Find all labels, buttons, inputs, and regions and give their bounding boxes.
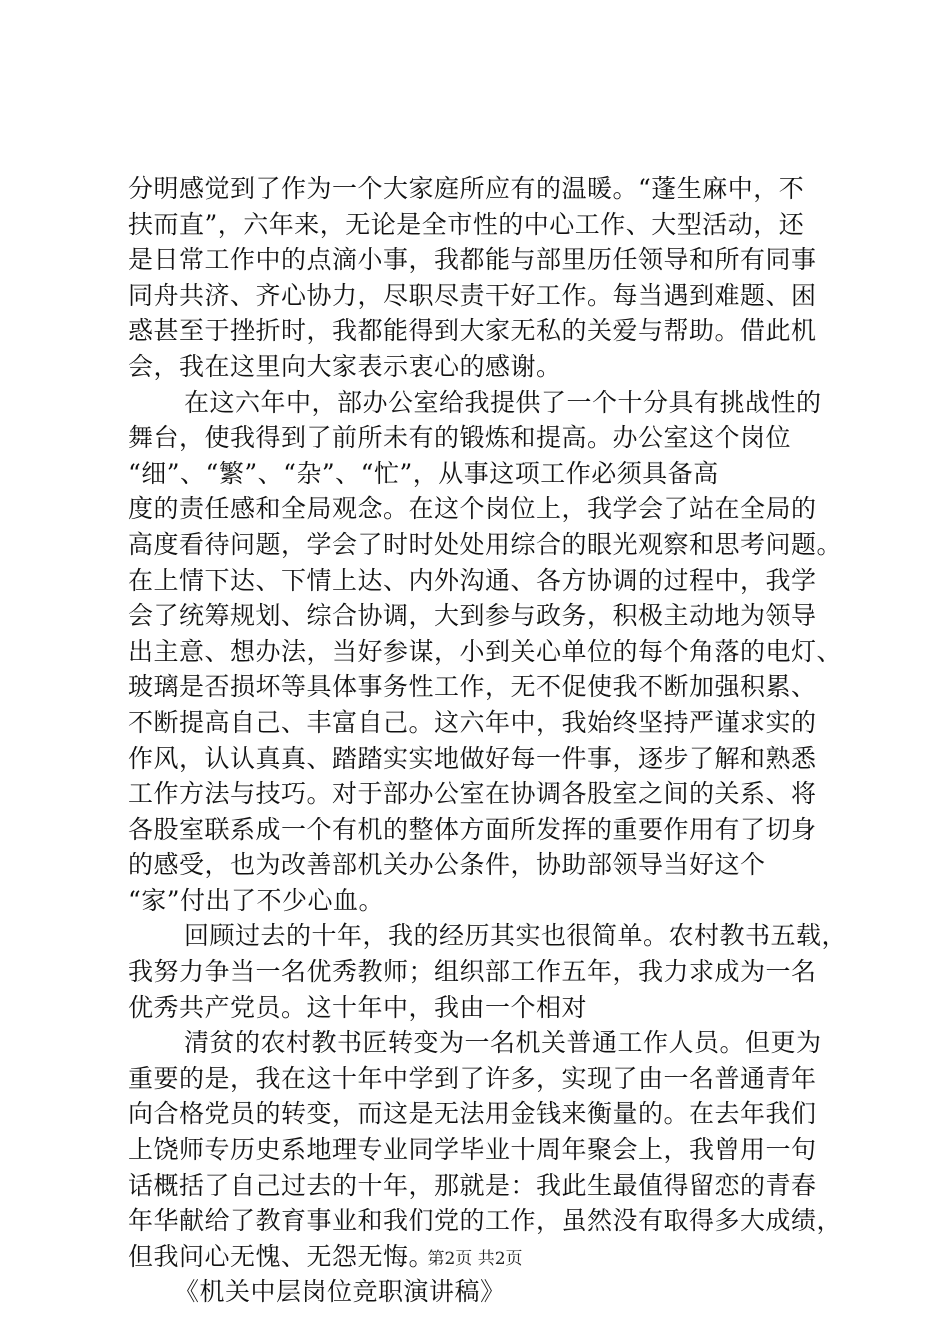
text-line: 同舟共济、齐心协力，尽职尽责干好工作。每当遇到难题、困 bbox=[128, 280, 817, 310]
text-line: 我努力争当一名优秀教师；组织部工作五年，我力求成为一名 bbox=[128, 957, 817, 987]
text-line: 优秀共产党员。这十年中，我由一个相对 bbox=[128, 992, 588, 1022]
document-title-reference: 《机关中层岗位竞职演讲稿》 bbox=[174, 1277, 506, 1307]
text-line: 清贫的农村教书匠转变为一名机关普通工作人员。但更为 bbox=[184, 1028, 822, 1058]
text-line: “细”、“繁”、“杂”、“忙”，从事这项工作必须具备高 bbox=[128, 458, 719, 488]
page-number-footer: 第2页 共2页 bbox=[427, 1249, 523, 1269]
text-line: 回顾过去的十年，我的经历其实也很简单。农村教书五载， bbox=[184, 921, 848, 951]
text-line: 在这六年中，部办公室给我提供了一个十分具有挑战性的 bbox=[184, 387, 822, 417]
text-line: 但我问心无愧、无怨无悔。 bbox=[128, 1241, 435, 1271]
text-line: 的感受，也为改善部机关办公条件，协助部领导当好这个 bbox=[128, 850, 766, 880]
text-line: “家”付出了不少心血。 bbox=[128, 885, 385, 915]
text-line: 话概括了自己过去的十年，那就是：我此生最值得留恋的青春 bbox=[128, 1170, 817, 1200]
document-body bbox=[128, 171, 848, 1310]
text-line: 向合格党员的转变，而这是无法用金钱来衡量的。在去年我们 bbox=[128, 1099, 817, 1129]
text-line: 年华献给了教育事业和我们党的工作，虽然没有取得多大成绩， bbox=[128, 1206, 843, 1236]
text-line: 各股室联系成一个有机的整体方面所发挥的重要作用有了切身 bbox=[128, 814, 817, 844]
text-line: 作风，认认真真、踏踏实实地做好每一件事，逐步了解和熟悉 bbox=[128, 743, 817, 773]
text-line: 度的责任感和全局观念。在这个岗位上，我学会了站在全局的 bbox=[128, 494, 817, 524]
text-line: 高度看待问题，学会了时时处处用综合的眼光观察和思考问题。 bbox=[128, 529, 843, 559]
text-line: 是日常工作中的点滴小事，我都能与部里历任领导和所有同事 bbox=[128, 245, 817, 275]
text-line: 不断提高自己、丰富自己。这六年中，我始终坚持严谨求实的 bbox=[128, 707, 817, 737]
text-line: 会了统筹规划、综合协调，大到参与政务，积极主动地为领导 bbox=[128, 601, 817, 631]
text-line: 工作方法与技巧。对于部办公室在协调各股室之间的关系、将 bbox=[128, 779, 817, 809]
text-line: 重要的是，我在这十年中学到了许多，实现了由一名普通青年 bbox=[128, 1063, 817, 1093]
text-line: 分明感觉到了作为一个大家庭所应有的温暖。“蓬生麻中，不 bbox=[128, 174, 805, 203]
text-line: 在上情下达、下情上达、内外沟通、各方协调的过程中，我学 bbox=[128, 565, 817, 595]
text-line: 出主意、想办法，当好参谋，小到关心单位的每个角落的电灯、 bbox=[128, 636, 843, 666]
text-line: 舞台，使我得到了前所未有的锻炼和提高。办公室这个岗位 bbox=[128, 423, 792, 453]
text-line: 扶而直”，六年来，无论是全市性的中心工作、大型活动，还 bbox=[128, 209, 805, 239]
text-line: 玻璃是否损坏等具体事务性工作，无不促使我不断加强积累、 bbox=[128, 672, 817, 702]
text-line: 上饶师专历史系地理专业同学毕业十周年聚会上，我曾用一句 bbox=[128, 1135, 817, 1165]
text-line: 惑甚至于挫折时，我都能得到大家无私的关爱与帮助。借此机 bbox=[128, 316, 817, 346]
text-line: 会，我在这里向大家表示衷心的感谢。 bbox=[128, 351, 562, 381]
